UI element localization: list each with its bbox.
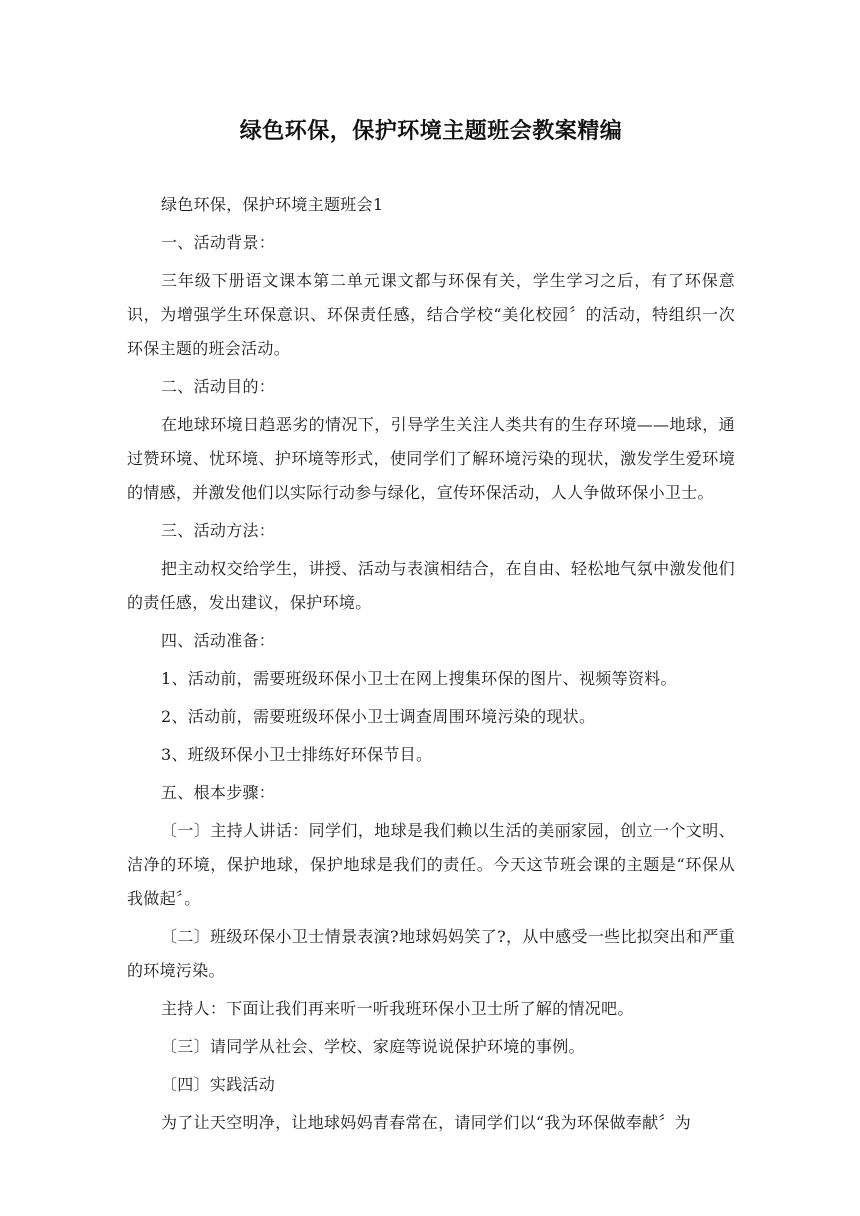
paragraph: 〔四〕实践活动 [161,1075,276,1094]
list-item: 1、活动前，需要班级环保小卫士在网上搜集环保的图片、视频等资料。 [161,669,677,688]
paragraph: 主持人：下面让我们再来听一听我班环保小卫士所了解的情况吧。 [161,999,634,1018]
paragraph: 为了让天空明净，让地球妈妈青春常在，请同学们以“我为环保做奉献〞为 [161,1113,692,1132]
list-item: 3、班级环保小卫士排练好环保节目。 [161,745,433,764]
section-heading: 绿色环保，保护环境主题班会1 [161,195,384,214]
section-heading: 二、活动目的： [161,377,276,396]
section-heading: 一、活动背景： [161,233,276,252]
document-title: 绿色环保，保护环境主题班会教案精编 [239,119,623,144]
document-page [127,112,735,1144]
paragraph: 〔二〕班级环保小卫士情景表演?地球妈妈笑了?，从中感受一些比拟突出和严重的环境污染。 [127,927,735,980]
paragraph: 〔三〕请同学从社会、学校、家庭等说说保护环境的事例。 [161,1037,585,1056]
section-heading: 四、活动准备： [161,631,276,650]
section-heading: 三、活动方法： [161,521,276,540]
document-body [127,188,735,1140]
paragraph: 把主动权交给学生，讲授、活动与表演相结合，在自由、轻松地气氛中激发他们的责任感，发出建议，保护环境。 [127,559,735,612]
paragraph: 三年级下册语文课本第二单元课文都与环保有关，学生学习之后，有了环保意识，为增强学生环保意识、环保责任感，结合学校“美化校园〞的活动，特组织一次环保主题的班会活动。 [127,271,735,358]
paragraph: 〔一〕主持人讲话：同学们，地球是我们赖以生活的美丽家园，创立一个文明、洁净的环境，保护地球，保护地球是我们的责任。今天这节班会课的主题是“环保从我做起〞。 [127,821,735,908]
list-item: 2、活动前，需要班级环保小卫士调查周围环境污染的现状。 [161,707,596,726]
paragraph: 在地球环境日趋恶劣的情况下，引导学生关注人类共有的生存环境——地球，通过赞环境、忧环境、护环境等形式，使同学们了解环境污染的现状，激发学生爱环境的情感，并激发他们以实际行动参与绿化，宣传环保活动，人人争做环保小卫士。 [127,415,735,502]
section-heading: 五、根本步骤： [161,783,276,802]
